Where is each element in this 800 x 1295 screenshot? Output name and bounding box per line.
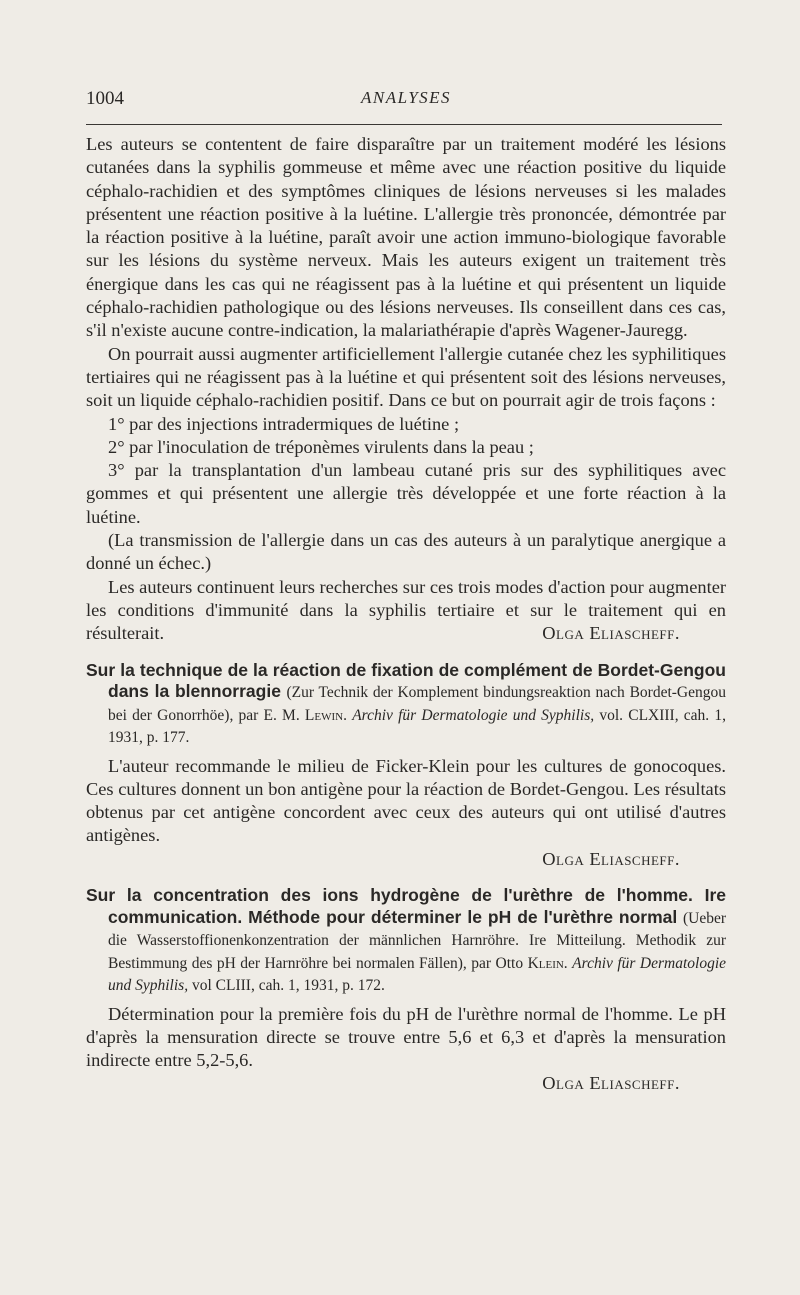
- page-header: [86, 88, 726, 118]
- paragraph: Les auteurs se contentent de faire disparaître par un traitement modéré les lésions cutanées dans la syphilis gommeuse et même avec une réaction positive du liquide céphalo-rachidien et des symptômes cliniques de lésions nerveuses si les malades présentent une réaction positive à la luétine. L'allergie très prononcée, démontrée par la réaction positive à la luétine, paraît avoir une action immuno-biologique favorable sur les lésions du système nerveux. Mais les auteurs exigent un traitement très énergique dans les cas qui ne réagissent pas à la luétine et qui présentent un liquide céphalo-rachidien pathologique ou des lésions nerveuses. Ils conseillent dans ces cas, s'il n'existe aucune contre-indication, la malariathérapie d'après Wagener-Jauregg.: [86, 134, 726, 341]
- list-item: 1° par des injections intradermiques de luétine ;: [108, 413, 460, 434]
- reference-journal: Archiv für Dermatologie und Syphilis,: [108, 954, 727, 995]
- signature: Olga Eliascheff.: [542, 848, 680, 869]
- article-ph-urethre: [86, 885, 726, 1096]
- reference-author: Klein.: [527, 954, 568, 972]
- article-body: [86, 1003, 726, 1096]
- signature: Olga Eliascheff.: [542, 1073, 680, 1094]
- paragraph: On pourrait aussi augmenter artificiellement l'allergie cutanée chez les syphilitiques tertiaires qui ne réagissent pas à la luétine et qui présentent soit des lésions nerveuses, soit un liquide céphalo-rachidien positif. Dans ce but on pourrait agir de trois façons :: [86, 343, 726, 411]
- page: [86, 88, 726, 1096]
- article-title: Sur la technique de la réaction de fixation de complément de Bordet-Gengou dans la blennorragie: [86, 659, 726, 702]
- signature: Olga Eliascheff.: [542, 623, 680, 644]
- header-rule: [86, 124, 722, 125]
- paragraph-text: Les auteurs continuent leurs recherches sur ces trois modes d'action pour augmenter les conditions d'immunité dans la syphilis tertiaire et sur le traitement qui en résulterait.: [86, 576, 726, 644]
- reference-text: (Zur Technik der Komplement bindungsreaktion nach Bordet-Gengou bei der Gonorrhöe), par E. M.: [108, 684, 726, 724]
- article-heading: [86, 660, 726, 749]
- signature-line: [86, 1072, 726, 1095]
- reference-details: vol CLIII, cah. 1, 1931, p. 172.: [191, 977, 385, 995]
- reference-details: vol. CLXIII, cah. 1, 1931, p. 177.: [108, 706, 727, 747]
- paragraph: Détermination pour la première fois du pH de l'urèthre normal de l'homme. Le pH d'après la mensuration directe se trouve entre 5,6 et 6,3 et d'après la mensuration indirecte entre 5,2-5,6.: [86, 1003, 726, 1071]
- reference-journal: Archiv für Dermatologie und Syphilis,: [352, 706, 595, 724]
- paragraph: (La transmission de l'allergie dans un cas des auteurs à un paralytique anergique a donné un échec.): [86, 530, 726, 574]
- article-heading: [86, 885, 726, 997]
- list-item: 2° par l'inoculation de tréponèmes virulents dans la peau ;: [108, 436, 534, 457]
- document-body: [86, 133, 726, 1096]
- page-number: 1004: [86, 88, 124, 109]
- article-bordet-gengou: [86, 660, 726, 871]
- paragraph: [86, 576, 726, 646]
- article-body: [86, 755, 726, 871]
- reference-author: Lewin.: [304, 706, 347, 724]
- list-item: 3° par la transplantation d'un lambeau cutané pris sur des syphilitiques avec gommes et qui présentent une allergie très développée et une forte réaction à la luétine.: [86, 460, 726, 527]
- signature-line: [86, 848, 726, 871]
- reference-text: (Ueber die Wasserstoffionenkonzentration der männlichen Harnröhre. Ire Mitteilung. Methodik zur Bestimmung des pH der Harnröhre bei normalen Fällen), par Otto: [108, 909, 726, 972]
- paragraph: L'auteur recommande le milieu de Ficker-Klein pour les cultures de gonocoques. Ces cultures donnent un bon antigène pour la réaction de Bordet-Gengou. Les résultats obtenus par cet antigène concordent avec ceux des auteurs qui ont utilisé d'autres antigènes.: [86, 755, 726, 846]
- article-title: Sur la concentration des ions hydrogène de l'urèthre de l'homme. Ire communication. Méthode pour déterminer le pH de l'urèthre normal: [86, 885, 726, 927]
- running-head: ANALYSES: [360, 88, 452, 107]
